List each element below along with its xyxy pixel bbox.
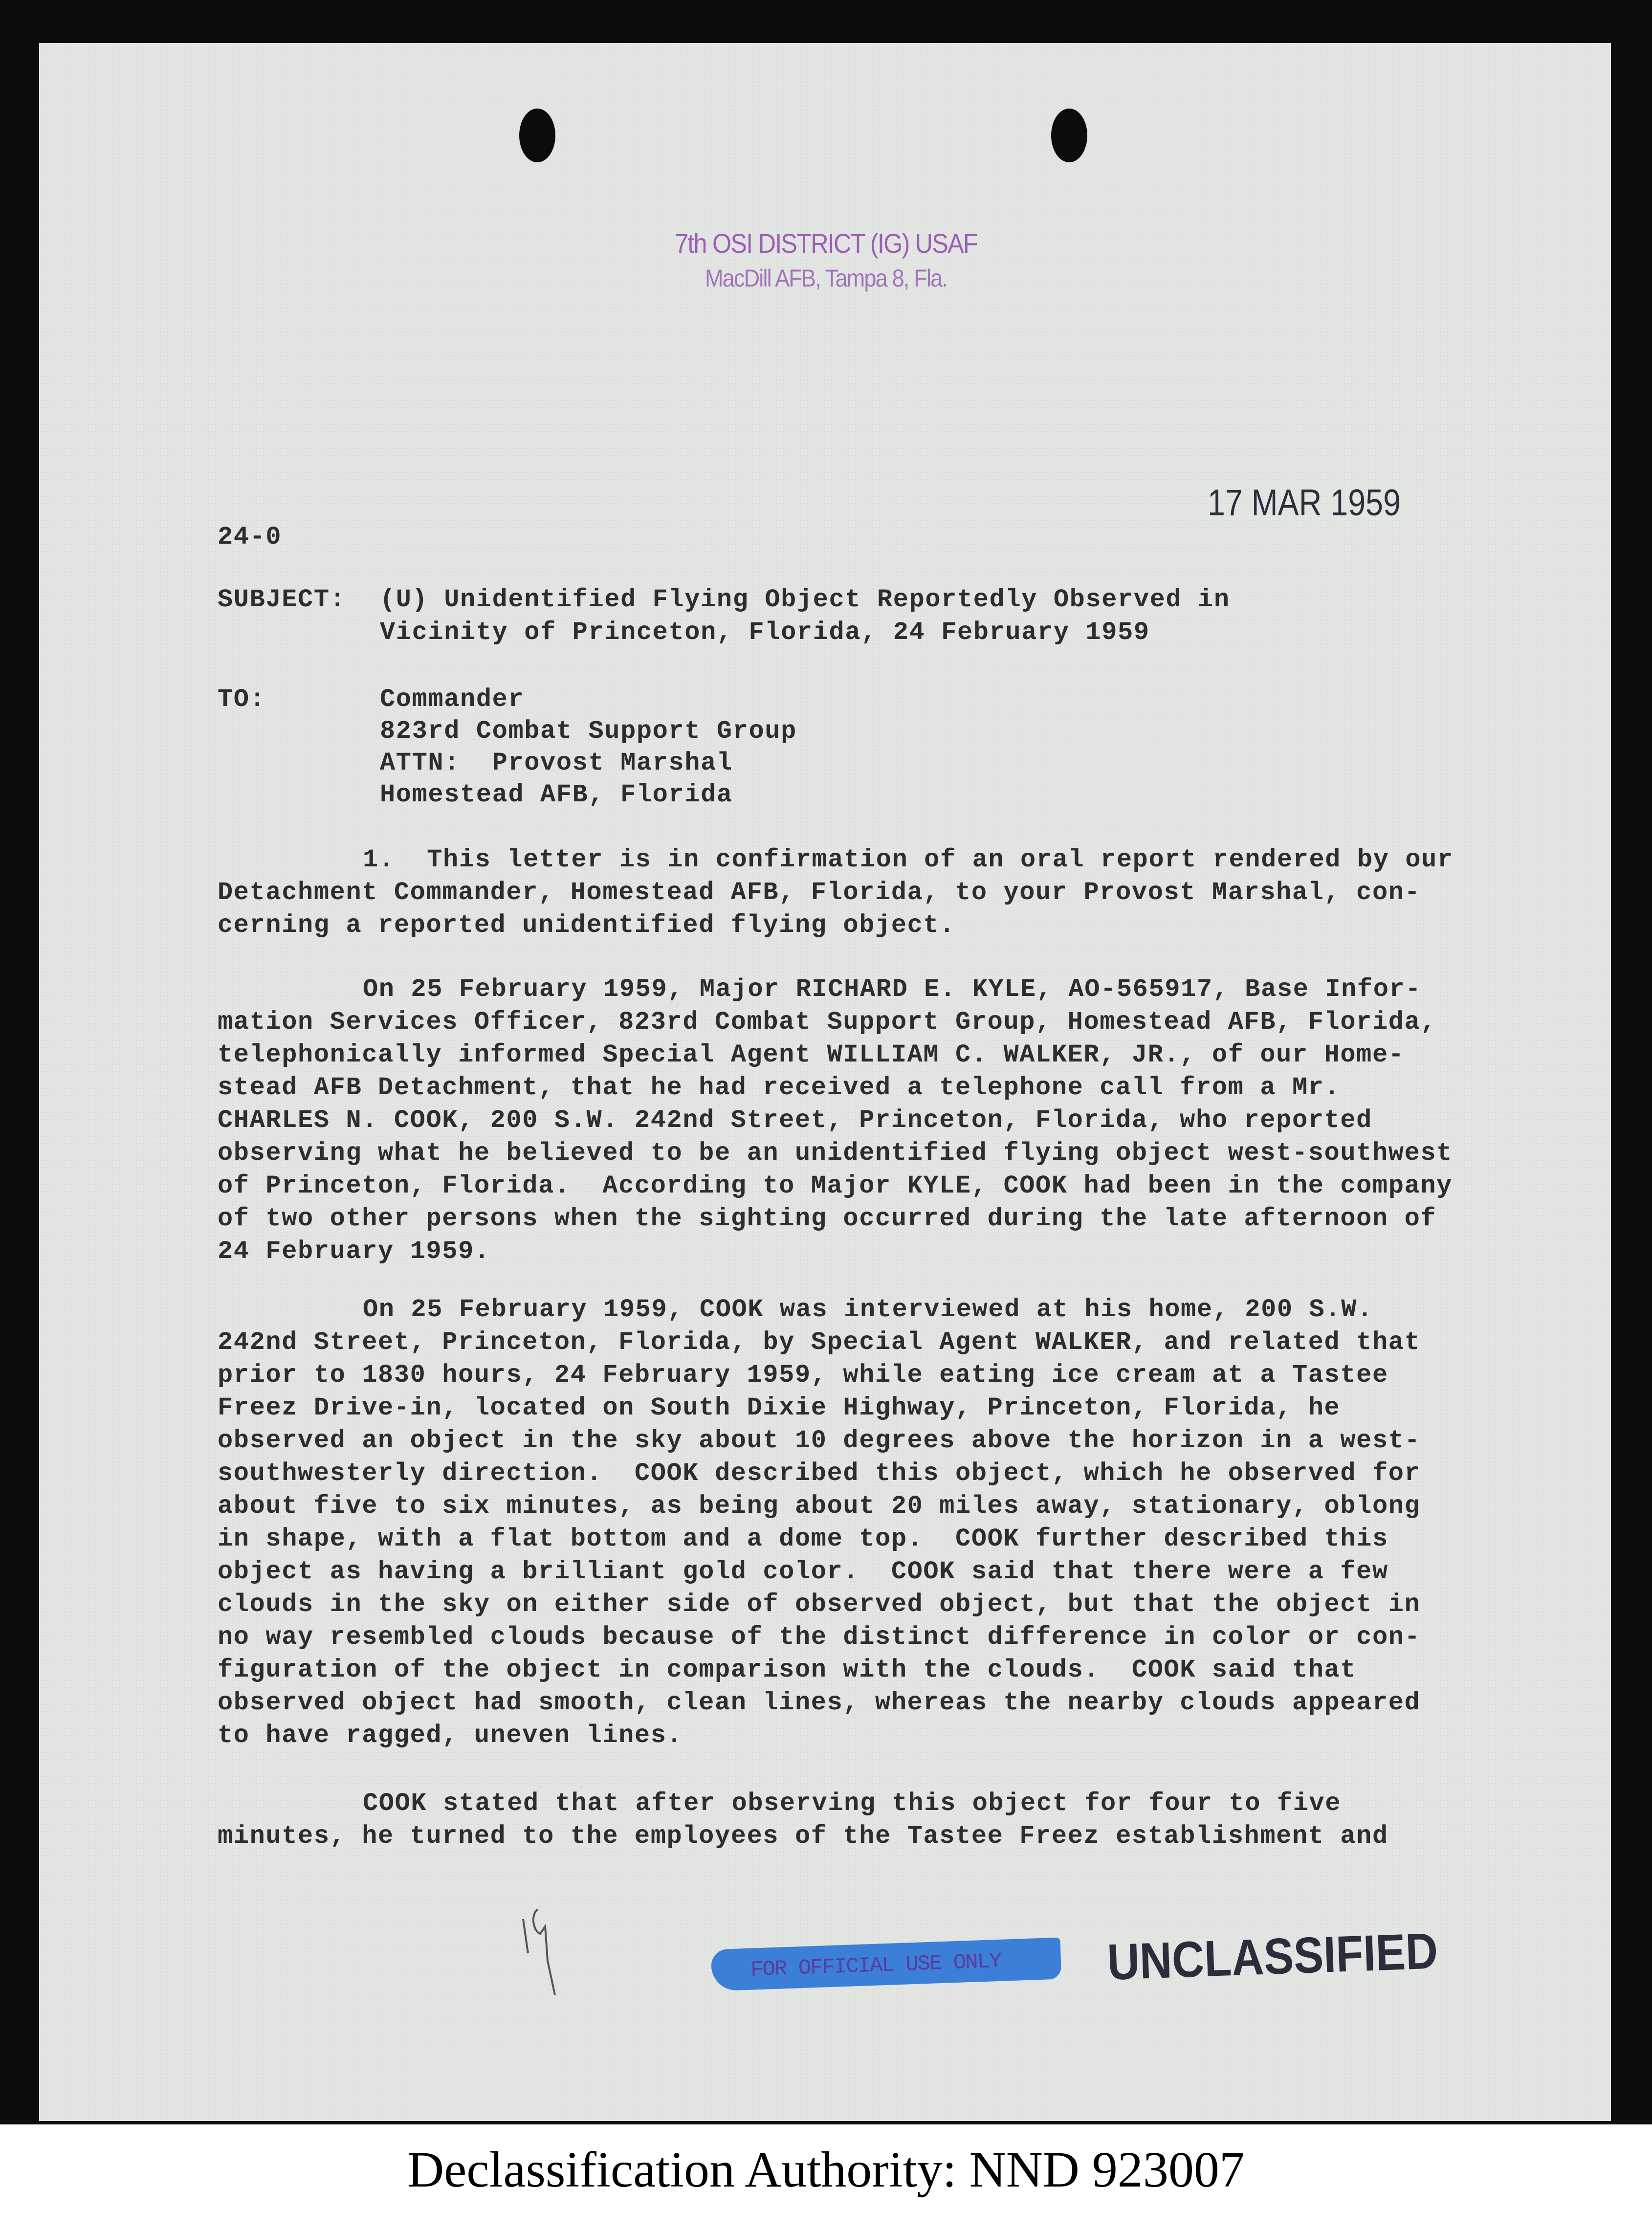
- addressee-line: 823rd Combat Support Group: [380, 717, 797, 746]
- addressee-line: ATTN: Provost Marshal: [380, 749, 733, 777]
- subject-label: SUBJECT:: [218, 585, 346, 614]
- declassification-footer: Declassification Authority: NND 923007: [407, 2142, 1245, 2198]
- paragraph-line: southwesterly direction. COOK described this object, which he observed for: [218, 1459, 1421, 1488]
- paragraph-line: no way resembled clouds because of the distinct difference in color or con-: [218, 1623, 1421, 1652]
- paragraph-line: minutes, he turned to the employees of the Tastee Freez establishment and: [218, 1822, 1388, 1851]
- paragraph-line: to have ragged, uneven lines.: [218, 1721, 683, 1750]
- paragraph-line: On 25 February 1959, Major RICHARD E. KYLE, AO-565917, Base Infor-: [363, 975, 1422, 1004]
- paragraph-line: about five to six minutes, as being about 20 miles away, stationary, oblong: [218, 1492, 1421, 1521]
- paragraph-line: of two other persons when the sighting occurred during the late afternoon of: [218, 1204, 1437, 1233]
- addressee-line: Commander: [380, 685, 525, 714]
- date-stamp: 17 MAR 1959: [1208, 482, 1401, 524]
- punch-hole: [519, 109, 555, 162]
- letterhead-stamp-line2: MacDill AFB, Tampa 8, Fla.: [705, 265, 947, 292]
- paragraph-line: observed object had smooth, clean lines, whereas the nearby clouds appeared: [218, 1688, 1421, 1717]
- paragraph-line: Freez Drive-in, located on South Dixie Highway, Princeton, Florida, he: [218, 1393, 1341, 1422]
- paragraph-line: clouds in the sky on either side of observed object, but that the object in: [218, 1590, 1421, 1619]
- paragraph-line: COOK stated that after observing this object for four to five: [363, 1789, 1342, 1818]
- paragraph-line: On 25 February 1959, COOK was interviewed at his home, 200 S.W.: [363, 1295, 1373, 1324]
- paragraph-line: Detachment Commander, Homestead AFB, Florida, to your Provost Marshal, con-: [218, 878, 1421, 907]
- paragraph-line: in shape, with a flat bottom and a dome top. COOK further described this: [218, 1525, 1388, 1553]
- subject-line: (U) Unidentified Flying Object Reportedly Observed in: [380, 585, 1230, 614]
- paragraph-line: prior to 1830 hours, 24 February 1959, while eating ice cream at a Tastee: [218, 1361, 1388, 1390]
- letterhead-stamp-line1: 7th OSI DISTRICT (IG) USAF: [675, 228, 977, 259]
- punch-hole: [1051, 109, 1087, 162]
- paragraph-line: of Princeton, Florida. According to Major KYLE, COOK had been in the company: [218, 1171, 1453, 1200]
- file-number: 24-0: [218, 523, 282, 552]
- handwritten-initials: [518, 1907, 572, 2000]
- paragraph-line: CHARLES N. COOK, 200 S.W. 242nd Street, Princeton, Florida, who reported: [218, 1106, 1372, 1135]
- paragraph-line: 24 February 1959.: [218, 1237, 490, 1266]
- paragraph-line: mation Services Officer, 823rd Combat Support Group, Homestead AFB, Florida,: [218, 1008, 1437, 1037]
- paragraph-line: telephonically informed Special Agent WILLIAM C. WALKER, JR., of our Home-: [218, 1040, 1405, 1069]
- paragraph-line: observing what he believed to be an unidentified flying object west-southwest: [218, 1139, 1453, 1168]
- paragraph-line: object as having a brilliant gold color. COOK said that there were a few: [218, 1557, 1388, 1586]
- paragraph-line: 1. This letter is in confirmation of an oral report rendered by our: [363, 845, 1454, 874]
- subject-line: Vicinity of Princeton, Florida, 24 February 1959: [380, 618, 1150, 647]
- paragraph-line: observed an object in the sky about 10 degrees above the horizon in a west-: [218, 1426, 1421, 1455]
- classification-stamp: UNCLASSIFIED: [1106, 1923, 1439, 1991]
- fouo-marking: FOR OFFICIAL USE ONLY: [750, 1949, 1002, 1983]
- addressee-line: Homestead AFB, Florida: [380, 780, 733, 809]
- paragraph-line: stead AFB Detachment, that he had received a telephone call from a Mr.: [218, 1073, 1341, 1102]
- paragraph-line: figuration of the object in comparison with the clouds. COOK said that: [218, 1656, 1357, 1684]
- paragraph-line: cerning a reported unidentified flying object.: [218, 911, 956, 940]
- paragraph-line: 242nd Street, Princeton, Florida, by Special Agent WALKER, and related that: [218, 1328, 1421, 1357]
- to-label: TO:: [218, 685, 266, 714]
